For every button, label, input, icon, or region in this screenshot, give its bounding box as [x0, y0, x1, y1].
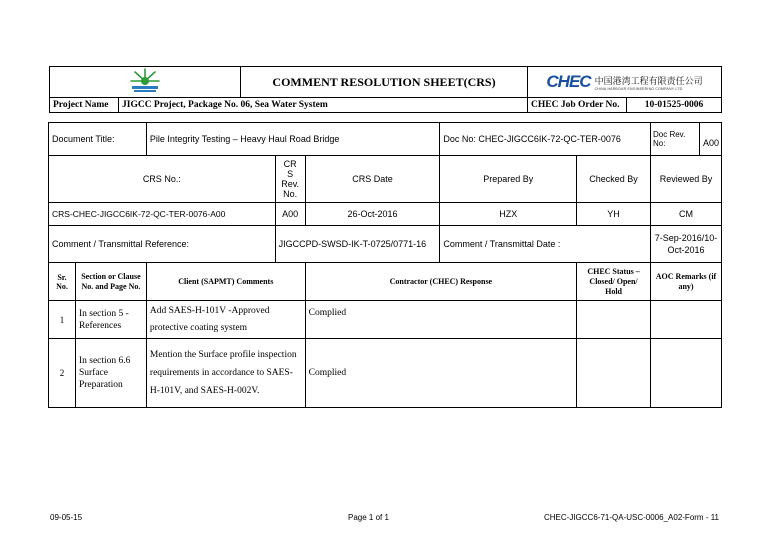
doc-rev-value: A00 — [703, 138, 720, 148]
brand-english-name: CHINA HARBOUR ENGINEERING COMPANY LTD. — [594, 86, 684, 91]
client-comments-header: Client (SAPMT) Comments — [146, 263, 305, 301]
doc-title-value: Pile Integrity Testing – Heavy Haul Road Bridge — [146, 123, 439, 156]
row-status — [577, 301, 651, 339]
brand-chinese-name: 中国港湾工程有限责任公司 — [594, 76, 703, 87]
table-row — [49, 301, 722, 339]
row-aoc — [651, 301, 722, 339]
row-status — [577, 339, 651, 408]
row-section: In section 5 -References — [75, 301, 146, 339]
prepared-by-header: Prepared By — [440, 156, 577, 203]
transmittal-ref-label: Comment / Transmittal Reference: — [49, 226, 276, 263]
brand-abbr: CHEC — [546, 72, 591, 91]
project-name-label: Project Name — [50, 98, 119, 113]
sr-no-header: Sr. No. — [49, 263, 76, 301]
crs-date-header: CRS Date — [305, 156, 440, 203]
sheet-title: COMMENT RESOLUTION SHEET(CRS) — [241, 67, 528, 98]
prepared-by-value: HZX — [440, 203, 577, 226]
project-name-value: JIGCC Project, Package No. 06, Sea Water System — [119, 98, 528, 113]
crs-date-value: 26-Oct-2016 — [305, 203, 440, 226]
logo-cell — [50, 67, 241, 98]
row-client-comment: Mention the Surface profile inspection requirements in accordance to SAES-H-101V, and SAES-H-002V. — [146, 339, 305, 408]
reviewed-by-value: CM — [651, 203, 722, 226]
footer-form-no: CHEC-JIGCC6-71-QA-USC-0006_A02-Form - 11 — [544, 513, 720, 522]
row-sr: 2 — [49, 339, 76, 408]
job-order-label: CHEC Job Order No. — [528, 98, 627, 113]
footer-date: 09-05-15 — [50, 513, 83, 522]
crs-rev-header-line: Rev. — [281, 179, 300, 189]
row-section: In section 6.6 Surface Preparation — [75, 339, 146, 408]
crs-rev-header-line: S — [287, 169, 294, 179]
footer-page: Page 1 of 1 — [348, 513, 389, 522]
section-header: Section or Clause No. and Page No. — [75, 263, 146, 301]
contractor-response-header: Contractor (CHEC) Response — [305, 263, 576, 301]
row-response: Complied — [305, 301, 576, 339]
chec-status-header: CHEC Status – Closed/ Open/ Hold — [577, 263, 651, 301]
doc-title-label: Document Title: — [49, 123, 147, 156]
row-sr: 1 — [49, 301, 76, 339]
crs-no-header: CRS No.: — [49, 156, 276, 203]
transmittal-ref-value: JIGCCPD-SWSD-IK-T-0725/0771-16 — [275, 226, 440, 263]
crs-table — [48, 122, 722, 408]
doc-rev-label: Doc Rev. No: — [651, 123, 700, 155]
transmittal-date-label: Comment / Transmittal Date : — [440, 226, 651, 263]
brand-cell — [528, 67, 722, 98]
company-logo-icon — [128, 67, 162, 95]
aoc-remarks-header: AOC Remarks (if any) — [651, 263, 722, 301]
row-response: Complied — [305, 339, 576, 408]
crs-rev-header — [275, 156, 305, 203]
row-aoc — [651, 339, 722, 408]
doc-no: Doc No: CHEC-JIGCC6IK-72-QC-TER-0076 — [440, 123, 651, 156]
crs-rev-value: A00 — [275, 203, 305, 226]
crs-rev-header-line: No. — [283, 189, 298, 199]
checked-by-header: Checked By — [577, 156, 651, 203]
checked-by-value: YH — [577, 203, 651, 226]
header-table — [49, 66, 722, 113]
crs-rev-header-line: CR — [283, 159, 297, 169]
row-client-comment: Add SAES-H-101V -Approved protective coating system — [146, 301, 305, 339]
crs-no-value: CRS-CHEC-JIGCC6IK-72-QC-TER-0076-A00 — [49, 203, 276, 226]
doc-rev-cell — [651, 123, 722, 156]
transmittal-date-value: 7-Sep-2016/10-Oct-2016 — [651, 226, 722, 263]
job-order-value: 10-01525-0006 — [627, 98, 722, 113]
table-row — [49, 339, 722, 408]
reviewed-by-header: Reviewed By — [651, 156, 722, 203]
